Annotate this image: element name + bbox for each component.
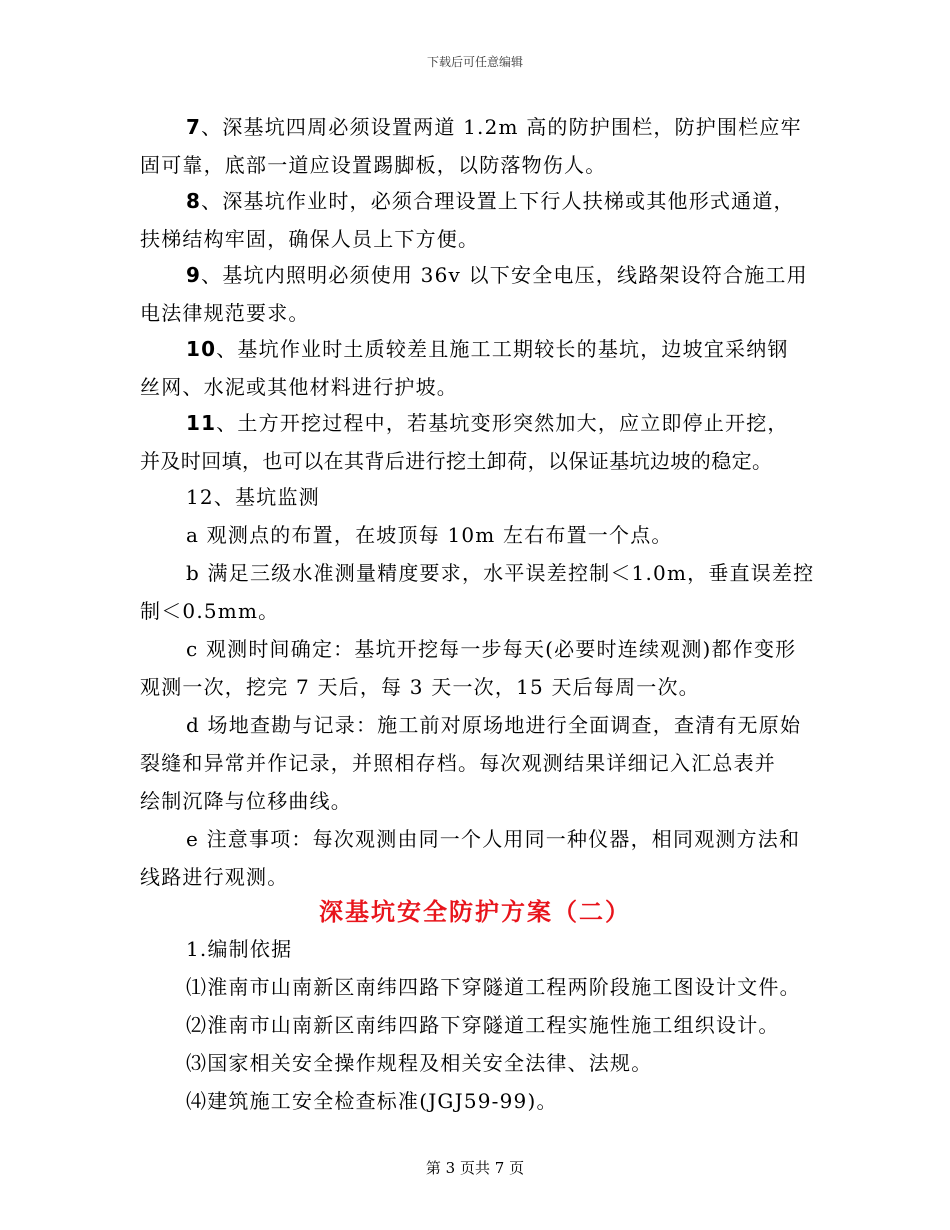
- item-number: 8: [186, 189, 202, 213]
- monitoring-d-line3: 绘制沉降与位移曲线。: [140, 789, 352, 813]
- monitoring-b-line1: b 满足三级水准测量精度要求，水平误差控制＜1.0m，垂直误差控: [186, 561, 815, 585]
- monitoring-d-line2: 裂缝和异常并作记录，并照相存档。每次观测结果详细记入汇总表并: [140, 751, 776, 775]
- monitoring-section: [140, 478, 820, 896]
- item-text-line1: 、深基坑四周必须设置两道 1.2m 高的防护围栏，防护围栏应牢: [201, 115, 802, 139]
- basis-section: [140, 930, 820, 1120]
- item-text-line2: 固可靠，底部一道应设置踢脚板，以防落物伤人。: [140, 153, 607, 177]
- page-footer: 第 3 页共 7 页: [425, 1159, 525, 1177]
- monitoring-c-line2: 观测一次，挖完 7 天后，每 3 天一次，15 天后每周一次。: [140, 675, 700, 699]
- item-text-line1: 、土方开挖过程中，若基坑变形突然加大，应立即停止开挖，: [216, 411, 789, 435]
- item-number: 10: [186, 337, 217, 361]
- item-7: [140, 108, 820, 184]
- monitoring-a: a 观测点的布置，在坡顶每 10m 左右布置一个点。: [186, 523, 673, 547]
- item-11: [140, 404, 820, 480]
- item-text-line2: 扶梯结构牢固，确保人员上下方便。: [140, 227, 480, 251]
- item-text-line1: 、基坑内照明必须使用 36v 以下安全电压，线路架设符合施工用: [201, 263, 808, 287]
- item-text-line2: 丝网、水泥或其他材料进行护坡。: [140, 375, 458, 399]
- item-8: [140, 182, 820, 258]
- item-text-line1: 、基坑作业时土质较差且施工工期较长的基坑，边坡宜采纳钢: [216, 337, 789, 361]
- item-10: [140, 330, 820, 406]
- item-text-line2: 并及时回填，也可以在其背后进行挖土卸荷，以保证基坑边坡的稳定。: [140, 449, 773, 473]
- basis-item-4: ⑷建筑施工安全检查标准(JGJ59-99)。: [186, 1089, 558, 1113]
- monitoring-b-line2: 制＜0.5mm。: [140, 599, 280, 623]
- page-header: 下载后可任意编辑: [426, 55, 523, 69]
- basis-item-3: ⑶国家相关安全操作规程及相关安全法律、法规。: [186, 1051, 653, 1075]
- basis-heading: 1.编制依据: [186, 937, 293, 961]
- item-text-line2: 电法律规范要求。: [140, 301, 310, 325]
- item-text-line1: 、深基坑作业时，必须合理设置上下行人扶梯或其他形式通道，: [201, 189, 795, 213]
- basis-item-2: ⑵淮南市山南新区南纬四路下穿隧道工程实施性施工组织设计。: [186, 1013, 780, 1037]
- item-number: 11: [186, 411, 217, 435]
- monitoring-e-line1: e 注意事项：每次观测由同一个人用同一种仪器，相同观测方法和: [186, 827, 801, 851]
- monitoring-d-line1: d 场地查勘与记录：施工前对原场地进行全面调查，查清有无原始: [186, 713, 802, 737]
- item-9: [140, 256, 820, 332]
- basis-item-1: ⑴淮南市山南新区南纬四路下穿隧道工程两阶段施工图设计文件。: [186, 975, 801, 999]
- section-title: 深基坑安全防护方案（二）: [319, 898, 631, 926]
- monitoring-e-line2: 线路进行观测。: [140, 865, 289, 889]
- monitoring-c-line1: c 观测时间确定：基坑开挖每一步每天(必要时连续观测)都作变形: [186, 637, 797, 661]
- item-number: 9: [186, 263, 202, 287]
- item-number: 7: [186, 115, 202, 139]
- monitoring-heading: 12、基坑监测: [186, 485, 320, 509]
